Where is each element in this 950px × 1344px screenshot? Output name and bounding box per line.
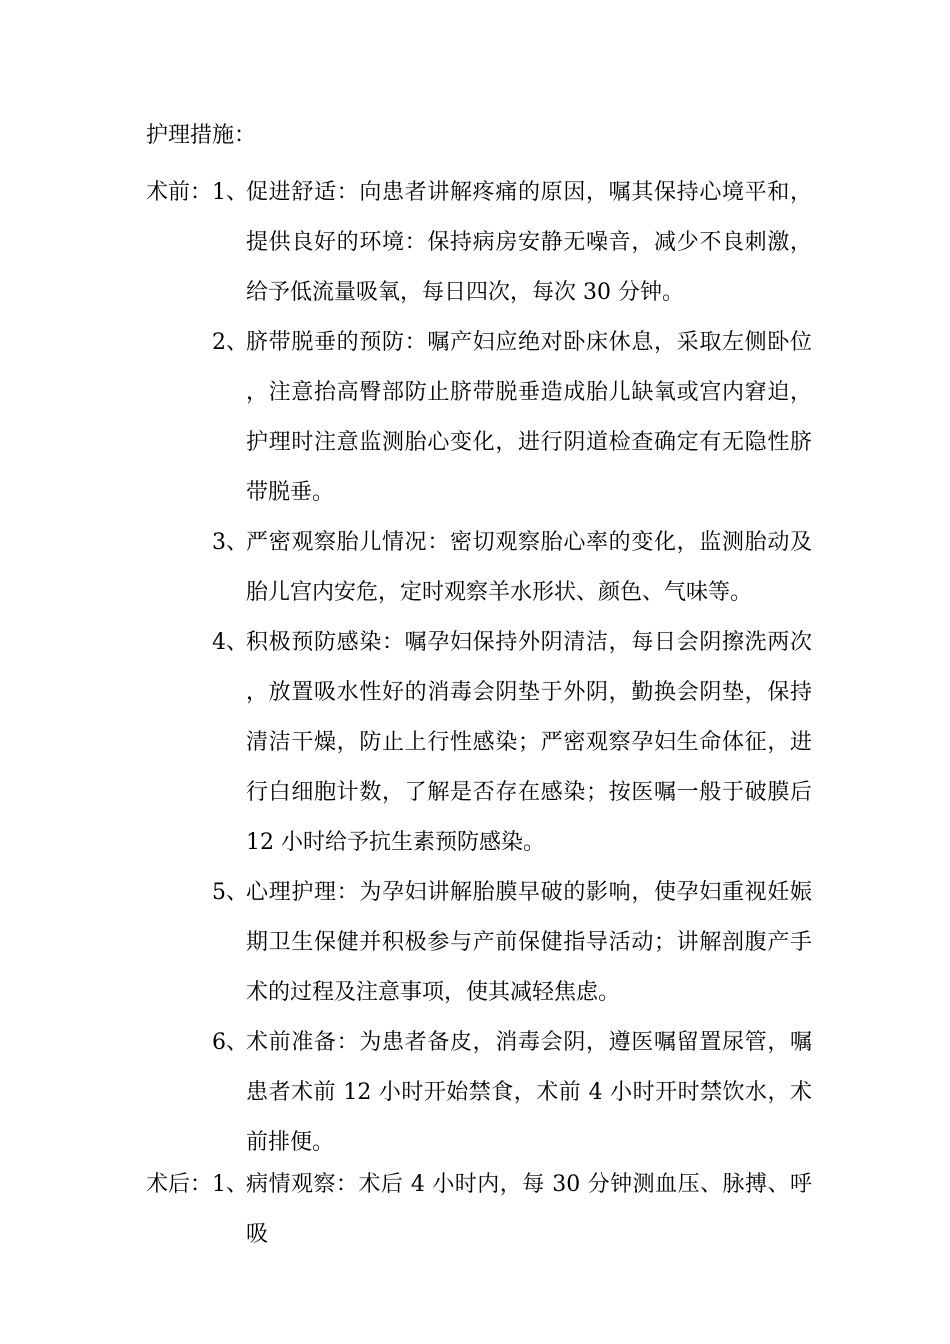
pre-op-item-3 bbox=[146, 518, 812, 618]
item-text: 心理护理：为孕妇讲解胎膜早破的影响，使孕妇重视妊娠期卫生保健并积极参与产前保健指导活动；讲解剖腹产手术的过程及注意事项，使其减轻焦虑。 bbox=[246, 880, 812, 1005]
item-text: 术前准备：为患者备皮，消毒会阴，遵医嘱留置尿管，嘱患者术前 12 小时开始禁食，术前 4 小时开时禁饮水，术前排便。 bbox=[246, 1030, 812, 1155]
pre-op-item-5 bbox=[146, 868, 812, 1018]
item-text: 病情观察：术后 4 小时内，每 30 分钟测血压、脉搏、呼吸 bbox=[246, 1172, 812, 1247]
post-op-label: 术后： bbox=[146, 1172, 213, 1197]
item-number: 4、 bbox=[212, 630, 248, 655]
item-number: 1、 bbox=[212, 180, 248, 205]
pre-op-section bbox=[146, 168, 812, 1168]
post-op-item-1 bbox=[146, 1160, 812, 1260]
item-number: 2、 bbox=[212, 330, 248, 355]
item-number: 1、 bbox=[212, 1172, 248, 1197]
item-text: 严密观察胎儿情况：密切观察胎心率的变化，监测胎动及胎儿宫内安危，定时观察羊水形状、颜色、气味等。 bbox=[246, 530, 812, 605]
section-heading: 护理措施： bbox=[146, 123, 257, 148]
pre-op-item-4 bbox=[146, 618, 812, 868]
item-number: 3、 bbox=[212, 530, 248, 555]
item-text: 脐带脱垂的预防：嘱产妇应绝对卧床休息，采取左侧卧位，注意抬高臀部防止脐带脱垂造成胎儿缺氧或宫内窘迫，护理时注意监测胎心变化，进行阴道检查确定有无隐性脐带脱垂。 bbox=[246, 330, 812, 505]
pre-op-item-6 bbox=[146, 1018, 812, 1168]
pre-op-item-1 bbox=[146, 168, 812, 318]
item-text: 促进舒适：向患者讲解疼痛的原因，嘱其保持心境平和，提供良好的环境：保持病房安静无噪音，减少不良刺激，给予低流量吸氧，每日四次，每次 30 分钟。 bbox=[246, 180, 812, 305]
item-text: 积极预防感染：嘱孕妇保持外阴清洁，每日会阴擦洗两次，放置吸水性好的消毒会阴垫于外阴，勤换会阴垫，保持清洁干燥，防止上行性感染；严密观察孕妇生命体征，进行白细胞计数，了解是否存在感染；按医嘱一般于破膜后 12 小时给予抗生素预防感染。 bbox=[246, 630, 812, 855]
pre-op-item-2 bbox=[146, 318, 812, 518]
item-number: 6、 bbox=[212, 1030, 248, 1055]
pre-op-label: 术前： bbox=[146, 180, 213, 205]
post-op-section bbox=[146, 1160, 812, 1260]
item-number: 5、 bbox=[212, 880, 248, 905]
